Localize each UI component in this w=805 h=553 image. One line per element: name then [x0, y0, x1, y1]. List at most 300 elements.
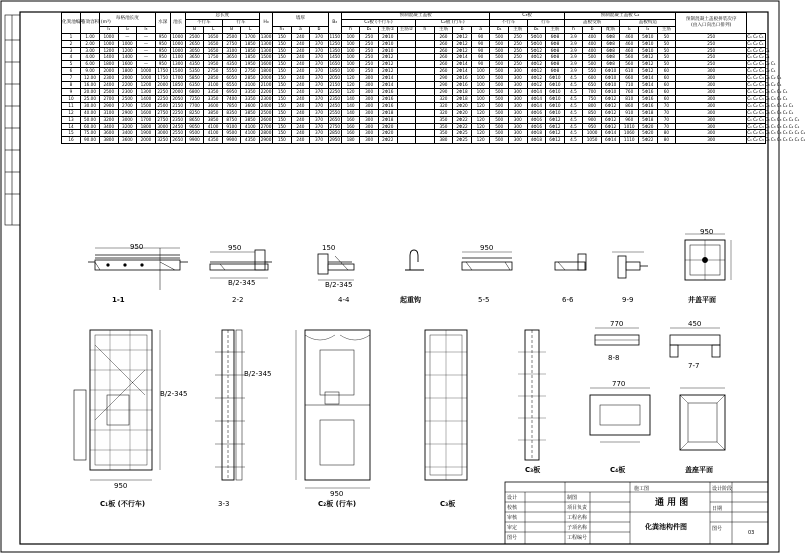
table-cell: 810 [620, 95, 639, 102]
table-cell: 9500 [222, 130, 241, 137]
table-cell: 6Φ12 [546, 116, 565, 123]
table-cell: 2500 [155, 102, 170, 109]
table-cell: 240 [291, 88, 310, 95]
table-cell: 6Φ8 [546, 61, 565, 68]
table-cell: 600 [583, 75, 602, 82]
table-cell: 6800 [185, 88, 204, 95]
table-cell: 4Φ16 [527, 116, 546, 123]
table-cell [416, 75, 435, 82]
cover-seat-plan [680, 388, 725, 450]
table-cell [397, 130, 416, 137]
table-cell: 2200 [260, 88, 272, 94]
table-cell: 6Φ10 [546, 109, 565, 116]
table-cell: 300 [508, 82, 527, 89]
table-cell: 300 [508, 68, 527, 75]
table-cell: 6950 [222, 88, 241, 95]
table-cell: 240 [291, 95, 310, 102]
table-cell [397, 95, 416, 102]
table-cell: 250 [508, 47, 527, 54]
tb-l3: 审定 [507, 525, 518, 531]
table-cell: 1650 [329, 61, 341, 67]
label-sec-2-2: 2-2 [232, 296, 244, 304]
table-cell: 3600 [241, 102, 260, 109]
table-cell: 4Φ12 [527, 68, 546, 75]
table-cell: 370 [310, 88, 329, 95]
table-cell: 1200 [118, 47, 137, 54]
table-cell: 2000 [260, 75, 272, 81]
table-cell: 1650 [204, 40, 223, 47]
table-cell: 300 [676, 123, 747, 130]
table-cell: 90 [471, 47, 490, 54]
table-cell: 1750 [155, 68, 170, 75]
table-cell: 6.00 [81, 61, 100, 68]
table-cell: 120 [471, 109, 490, 116]
table-cell: 350 [434, 123, 453, 130]
table-cell: 380 [434, 137, 453, 144]
table-cell: 2Φ20 [378, 123, 397, 130]
table-cell: C₁ C₂ C₃ C₃ C₃ C₃ C₃ C₃ C₂ C₁ [747, 130, 805, 136]
table-cell: 1500 [170, 68, 185, 75]
table-cell: 180 [341, 137, 360, 144]
th-b2: B₂ [328, 13, 341, 34]
table-cell: 370 [310, 61, 329, 68]
table-cell: 140 [341, 102, 360, 109]
table-cell: 6Φ8 [546, 47, 565, 54]
table-cell: 9050 [185, 123, 204, 130]
table-cell: 240 [291, 54, 310, 61]
table-cell: C₁ C₂ C₂ C₁ [747, 54, 770, 60]
dim-sec-2-2: B/2-345 [228, 279, 256, 287]
table-cell: 60 [657, 82, 676, 89]
table-cell: 240 [291, 102, 310, 109]
table-cell: 240 [291, 123, 310, 130]
table-cell: 2Φ22 [378, 137, 397, 144]
table-cell: 6Φ8 [546, 68, 565, 75]
table-cell: 4.5 [564, 95, 583, 102]
table-cell: 300 [508, 102, 527, 109]
table-cell: 5Φ10 [639, 33, 658, 40]
table-cell: 150 [273, 75, 292, 82]
table-cell: 1500 [137, 102, 156, 109]
table-cell: 3050 [185, 47, 204, 54]
table-cell: 150 [273, 82, 292, 89]
table-cell: 2350 [329, 95, 341, 101]
table-cell: 5Φ16 [639, 88, 658, 95]
table-cell: 3850 [204, 116, 223, 123]
dim-sec-8-8: 770 [610, 320, 624, 328]
table-cell: 2350 [170, 116, 185, 123]
th-model-no: 化粪池编号 [62, 13, 81, 34]
table-cell: 2250 [155, 95, 170, 102]
table-cell: 250 [360, 68, 379, 75]
table-cell: 460 [620, 47, 639, 54]
table-cell: 500 [583, 54, 602, 61]
table-cell: 6Φ10 [546, 102, 565, 109]
table-cell: 3650 [222, 54, 241, 61]
table-cell: 1850 [241, 54, 260, 61]
table-cell: 2Φ25 [453, 137, 472, 144]
table-cell: 2Φ12 [378, 68, 397, 75]
table-cell: 8 [62, 82, 81, 89]
table-cell: 2 [62, 40, 81, 47]
table-cell: 11 [62, 102, 81, 109]
label-well-cover: 井盖平面 [688, 296, 716, 304]
table-cell: 4.5 [564, 130, 583, 137]
table-cell: 2850 [329, 130, 341, 136]
table-cell: 4Φ14 [527, 95, 546, 102]
table-cell: 2250 [170, 109, 185, 116]
table-cell: 260 [434, 61, 453, 68]
table-cell: 400 [583, 40, 602, 47]
table-cell: 3350 [241, 88, 260, 95]
c1-plate-plan [74, 330, 160, 480]
table-cell: 5850 [185, 75, 204, 82]
table-cell [416, 116, 435, 123]
table-cell: 4Φ16 [527, 109, 546, 116]
table-cell: 300 [508, 116, 527, 123]
table-cell: 2Φ16 [378, 102, 397, 109]
table-cell: 300 [676, 88, 747, 95]
table-cell: 1800 [260, 68, 272, 74]
table-cell: 710 [620, 82, 639, 89]
label-sec-5-5: 5-5 [478, 296, 490, 304]
table-cell: 370 [310, 95, 329, 102]
dim-sec-1-1: 950 [130, 243, 144, 251]
table-cell: 6Φ8 [601, 40, 620, 47]
table-cell: 850 [583, 109, 602, 116]
table-cell: 90 [471, 40, 490, 47]
table-cell: 1800 [137, 123, 156, 130]
table-cell: 4Φ12 [527, 54, 546, 61]
table-cell: 10 [62, 95, 81, 102]
dim-sec-2-2-top: 950 [228, 244, 242, 252]
table-cell: 60 [657, 88, 676, 95]
table-cell: 240 [291, 137, 310, 144]
table-cell: 3400 [100, 123, 119, 130]
table-cell: 500 [490, 40, 509, 47]
table-cell: 60 [657, 68, 676, 75]
table-cell: 3250 [155, 137, 170, 144]
label-c1-plate: C₁板 (不行车) [100, 500, 146, 508]
table-cell: 370 [310, 47, 329, 54]
table-cell: 1000 [170, 33, 185, 40]
table-cell: 350 [434, 130, 453, 137]
table-cell: 300 [508, 130, 527, 137]
th-h: H₀ [260, 13, 273, 34]
table-cell: 2.00 [81, 40, 100, 47]
table-cell [397, 68, 416, 75]
table-cell [397, 137, 416, 144]
table-cell: 2850 [241, 75, 260, 82]
table-cell: — [137, 40, 156, 47]
table-cell: 6Φ12 [601, 102, 620, 109]
table-cell: 370 [310, 82, 329, 89]
table-cell: 3100 [241, 82, 260, 89]
table-cell: 2Φ18 [453, 95, 472, 102]
table-cell: 2500 [118, 95, 137, 102]
table-cell: 7850 [222, 102, 241, 109]
lifting-hook [405, 250, 424, 270]
table-cell: 2700 [118, 102, 137, 109]
table-cell: 250 [360, 54, 379, 61]
table-cell: 2700 [260, 123, 272, 129]
table-cell [416, 123, 435, 130]
tb-sheet-no: 03 [748, 530, 755, 536]
table-cell: 150 [273, 95, 292, 102]
table-cell: 120 [471, 123, 490, 130]
table-cell: 550 [583, 68, 602, 75]
table-cell: 300 [508, 95, 527, 102]
table-cell: 240 [291, 33, 310, 40]
table-cell: 1200 [137, 82, 156, 89]
table-cell: — [118, 33, 137, 40]
table-cell: 3.9 [564, 68, 583, 75]
table-cell: 90 [471, 33, 490, 40]
table-cell: 240 [291, 68, 310, 75]
table-cell: 2Φ16 [453, 82, 472, 89]
table-cell: 75.00 [81, 130, 100, 137]
table-cell: 1200 [100, 47, 119, 54]
table-cell: 1300 [170, 61, 185, 68]
table-cell: 100 [471, 82, 490, 89]
table-cell: 3.00 [81, 47, 100, 54]
table-cell: 2050 [170, 95, 185, 102]
table-cell: 300 [676, 130, 747, 137]
th-c3: C₃板 [490, 13, 564, 20]
tb-r0: 设计阶段 [712, 486, 733, 492]
label-c2-plate: C₂板 (行车) [318, 500, 357, 508]
table-cell: 9100 [222, 123, 241, 130]
table-cell: 2Φ18 [378, 109, 397, 116]
dim-sec-4-4: B/2-345 [325, 281, 353, 289]
table-cell: 1850 [241, 47, 260, 54]
table-cell [397, 109, 416, 116]
th-no-truck: 不行车 [185, 19, 222, 26]
table-cell: 250 [508, 61, 527, 68]
table-cell: 1050 [583, 137, 602, 144]
dim-c4-plate: 770 [612, 380, 626, 388]
table-cell: 2750 [222, 40, 241, 47]
label-c3-plate: C₃板 [440, 500, 456, 508]
table-cell [416, 137, 435, 144]
table-cell: 9 [62, 88, 81, 95]
table-cell: 300 [676, 75, 747, 82]
table-row [62, 75, 766, 82]
label-sec-1-1: 1-1 [112, 296, 125, 304]
table-cell: 12 [62, 109, 81, 116]
label-sec-6-6: 6-6 [562, 296, 574, 304]
table-cell: 6Φ10 [601, 75, 620, 82]
table-cell: 250 [360, 40, 379, 47]
table-cell: 370 [310, 109, 329, 116]
label-sec-9-9: 9-9 [622, 296, 634, 304]
table-row [62, 130, 766, 137]
table-cell: C₁ C₂ C₃ C₃ C₃ C₃ C₂ C₁ [747, 102, 794, 108]
table-cell: 2Φ18 [378, 116, 397, 123]
table-cell: 300 [360, 109, 379, 116]
table-cell: 70 [657, 102, 676, 109]
table-cell: 5350 [185, 68, 204, 75]
table-cell: 1850 [170, 82, 185, 89]
table-cell: 1900 [137, 130, 156, 137]
table-cell: 370 [310, 40, 329, 47]
section-9-9 [612, 252, 648, 278]
table-cell [397, 82, 416, 89]
table-cell: 240 [291, 61, 310, 68]
table-cell: 6Φ12 [546, 130, 565, 137]
table-cell: 9500 [185, 130, 204, 137]
table-cell: 7700 [185, 102, 204, 109]
table-cell: 700 [583, 88, 602, 95]
table-cell: 950 [155, 47, 170, 54]
table-cell: 160 [341, 116, 360, 123]
table-cell: 8250 [185, 109, 204, 116]
table-cell: 950 [155, 33, 170, 40]
table-cell [397, 116, 416, 123]
table-cell: 1110 [620, 137, 639, 144]
table-cell: 6Φ12 [601, 123, 620, 130]
table-cell: 70 [657, 109, 676, 116]
table-row [62, 33, 766, 40]
table-cell: 120 [471, 116, 490, 123]
table-cell: C₁ C₂ C₁ [747, 40, 764, 46]
table-cell: 3100 [204, 82, 223, 89]
table-cell: 250 [676, 33, 747, 40]
table-cell: 7400 [222, 95, 241, 102]
table-cell: 4100 [241, 123, 260, 130]
table-cell: 500 [490, 137, 509, 144]
table-cell: 500 [490, 82, 509, 89]
table-cell: 6Φ10 [601, 82, 620, 89]
table-cell [416, 102, 435, 109]
section-1-1 [88, 248, 188, 290]
table-cell: 1000 [170, 40, 185, 47]
table-cell [397, 47, 416, 54]
table-cell: 2Φ14 [378, 75, 397, 82]
table-cell: 500 [490, 88, 509, 95]
table-cell [397, 61, 416, 68]
th-total-length: 总长度 [185, 13, 259, 20]
table-cell: 950 [155, 61, 170, 68]
table-cell: 3600 [204, 102, 223, 109]
table-cell: 2700 [100, 95, 119, 102]
table-cell: 6Φ8 [601, 33, 620, 40]
label-sec-4-4: 4-4 [338, 296, 350, 304]
table-cell [416, 33, 435, 40]
table-cell: 100 [341, 47, 360, 54]
table-cell: 6Φ10 [601, 88, 620, 95]
table-cell: 950 [583, 123, 602, 130]
table-cell: 1400 [137, 95, 156, 102]
table-cell: 100 [341, 61, 360, 68]
table-row [62, 40, 766, 47]
table-cell: 50.00 [81, 116, 100, 123]
table-cell: 8350 [222, 109, 241, 116]
table-cell: 3850 [204, 109, 223, 116]
table-cell: 80 [657, 130, 676, 137]
tb-drawing-name: 化粪池构件图 [645, 523, 687, 531]
table-cell: 300 [360, 88, 379, 95]
table-cell: 320 [434, 95, 453, 102]
table-cell: 4350 [222, 61, 241, 68]
table-cell: 290 [434, 88, 453, 95]
table-cell: 1650 [204, 33, 223, 40]
table-cell: 500 [490, 75, 509, 82]
table-cell: 90 [471, 61, 490, 68]
section-7-7 [670, 328, 720, 357]
table-cell: 4350 [204, 137, 223, 144]
tb-l0: 设计 [507, 495, 518, 501]
table-cell: 3350 [204, 88, 223, 95]
table-cell: 500 [490, 33, 509, 40]
table-cell: 2Φ12 [453, 47, 472, 54]
binding-strip [5, 15, 20, 225]
table-cell: 5Φ16 [639, 95, 658, 102]
table-cell: 6Φ14 [601, 130, 620, 137]
table-cell: 2Φ20 [378, 130, 397, 137]
label-c3-plate-side: C₃板 [525, 466, 541, 474]
table-cell: C₁ C₂ C₃ C₃ C₂ C₁ [747, 75, 782, 81]
table-cell: 350 [434, 116, 453, 123]
table-cell: 2450 [329, 102, 341, 108]
table-cell: 1.00 [81, 33, 100, 40]
table-cell: 5 [62, 61, 81, 68]
table-cell: 2400 [260, 102, 272, 108]
table-cell: 4.5 [564, 123, 583, 130]
table-cell: 750 [583, 95, 602, 102]
table-cell: 2000 [170, 88, 185, 95]
table-cell: 4Φ12 [527, 61, 546, 68]
table-cell: 260 [434, 33, 453, 40]
table-cell: 5Φ18 [639, 109, 658, 116]
dim-sec-3-3: B/2-345 [244, 370, 272, 378]
table-cell: 3.9 [564, 61, 583, 68]
table-row [62, 68, 766, 75]
th-c3-truck: 行车 [527, 19, 564, 26]
th-c4-frame: 盖板构造 [620, 19, 676, 26]
table-cell: 100 [471, 75, 490, 82]
table-cell: 1700 [170, 75, 185, 82]
table-cell: 2Φ16 [378, 95, 397, 102]
table-cell: 1400 [118, 54, 137, 61]
table-cell: 500 [490, 61, 509, 68]
table-cell: 1000 [137, 75, 156, 82]
table-cell: 3850 [241, 116, 260, 123]
table-cell: 300 [360, 75, 379, 82]
table-cell: 70 [657, 123, 676, 130]
table-cell: 300 [360, 102, 379, 109]
table-cell: 300 [676, 102, 747, 109]
table-row [62, 123, 766, 130]
table-cell: 3100 [100, 109, 119, 116]
table-cell: — [137, 54, 156, 61]
table-cell: 15 [62, 130, 81, 137]
table-cell: 260 [434, 54, 453, 61]
table-cell: 90.00 [81, 137, 100, 144]
table-cell: 2Φ16 [378, 88, 397, 95]
table-cell: 1 [62, 33, 81, 40]
tb-m0: 工程名称 [567, 515, 588, 521]
table-cell: 70 [657, 116, 676, 123]
table-cell: 6Φ8 [601, 54, 620, 61]
table-cell: 560 [620, 61, 639, 68]
table-cell: 2Φ14 [378, 82, 397, 89]
table-cell: 300 [360, 123, 379, 130]
table-cell: C₁ C₂ C₃ C₃ C₃ C₃ C₃ C₃ C₂ C₁ [747, 137, 805, 143]
table-cell: 120 [471, 102, 490, 109]
well-cover-plan [685, 234, 731, 280]
table-cell: 290 [434, 82, 453, 89]
